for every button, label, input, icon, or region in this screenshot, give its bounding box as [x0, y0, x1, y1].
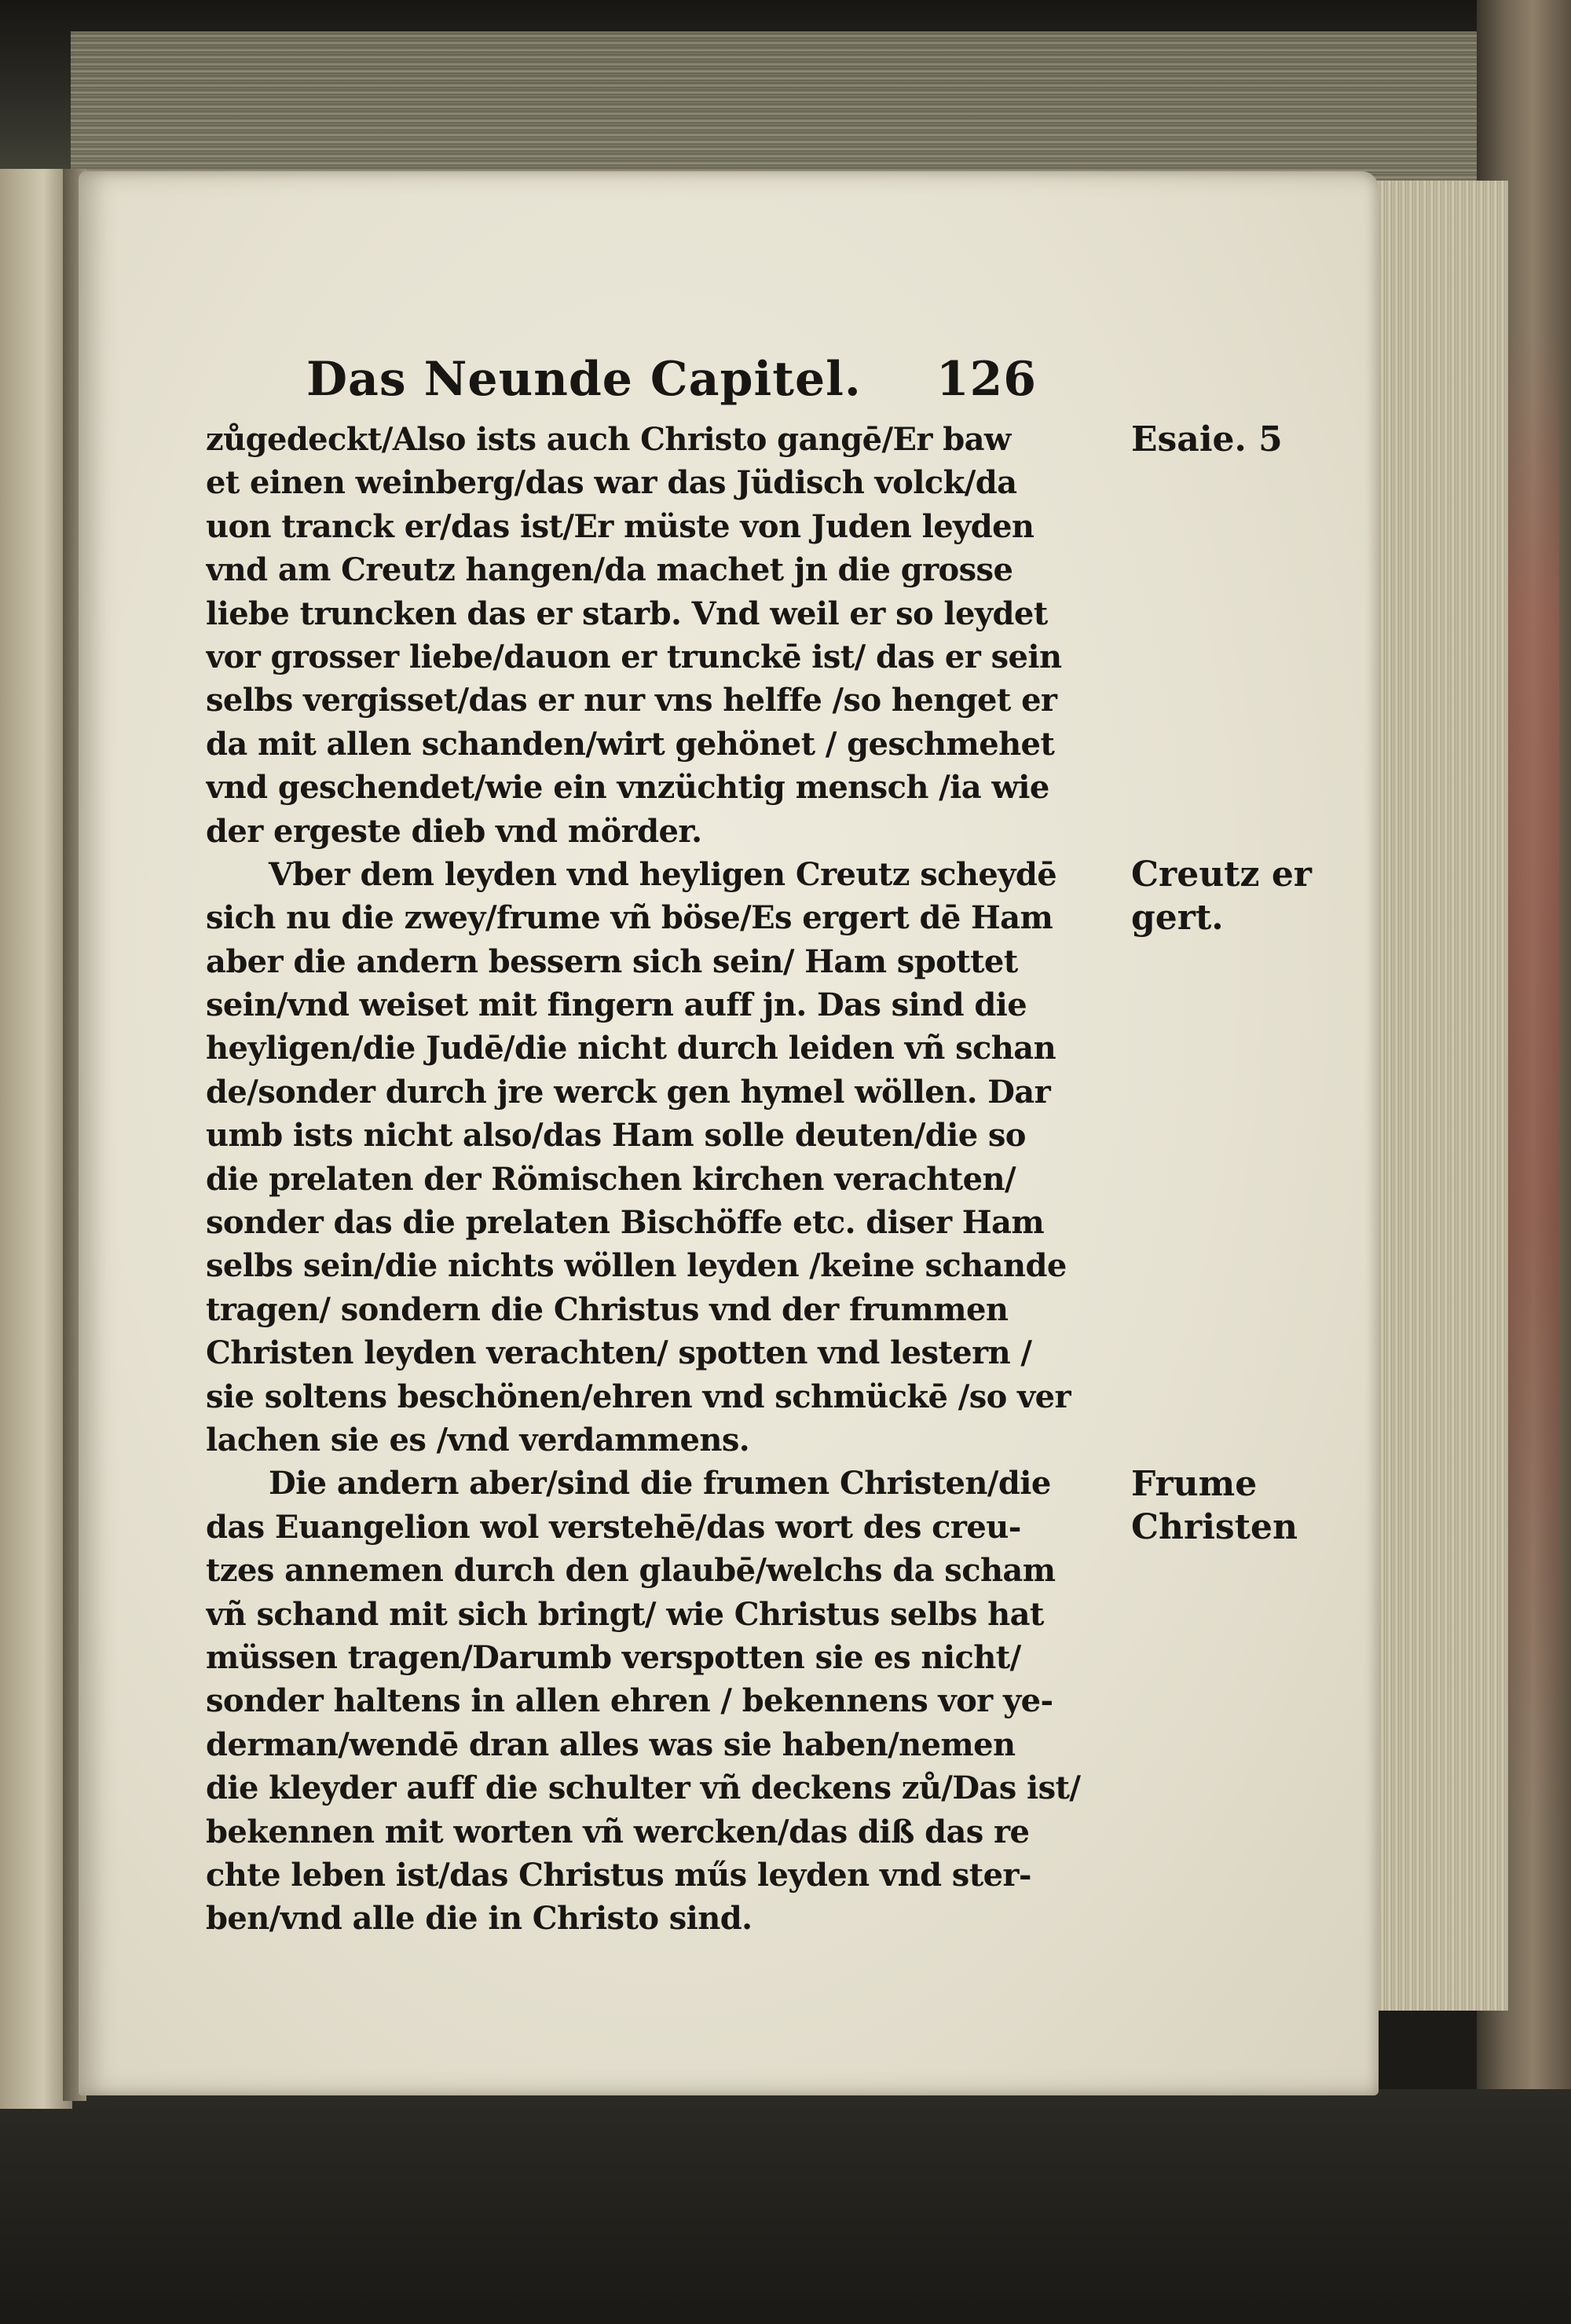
text-line: zůgedeckt/Also ists auch Christo gangē/Er baw — [206, 421, 1011, 458]
text-line: aber die andern bessern sich sein/ Ham spottet — [206, 942, 1018, 980]
text-line: selbs sein/die nichts wöllen leyden /keine schande — [206, 1247, 1067, 1285]
text-line: heyligen/die Judē/die nicht durch leiden vñ schan — [206, 1030, 1056, 1067]
text-line: bekennen mit worten vñ wercken/das diß das re — [206, 1813, 1030, 1850]
text-line: de/sonder durch jre werck gen hymel wöllen. Dar — [206, 1073, 1051, 1111]
text-line: Christen leyden verachten/ spotten vnd lestern / — [206, 1334, 1032, 1372]
text-line: vñ schand mit sich bringt/ wie Christus selbs hat — [206, 1595, 1044, 1633]
folio-number: 126 — [936, 352, 1038, 407]
text-line: die kleyder auff die schulter vñ deckens zů/Das ist/ — [206, 1770, 1081, 1807]
text-line: derman/wendē dran alles was sie haben/nemen — [206, 1726, 1016, 1763]
marginal-note: gert. — [1131, 898, 1224, 939]
text-line: ben/vnd alle die in Christo sind. — [206, 1900, 753, 1938]
text-line: umb ists nicht also/das Ham solle deuten/die so — [206, 1117, 1026, 1155]
marginal-note: Creutz er — [1131, 855, 1312, 895]
text-line: sonder das die prelaten Bischöffe etc. diser Ham — [206, 1204, 1045, 1242]
text-line: Die andern aber/sind die frumen Christen/die — [269, 1465, 1051, 1502]
text-line: uon tranck er/das ist/Er müste von Juden leyden — [206, 507, 1035, 545]
marginal-note: Christen — [1131, 1507, 1298, 1547]
text-line: tzes annemen durch den glaubē/welchs da scham — [206, 1552, 1056, 1590]
text-line: vnd am Creutz hangen/da machet jn die grosse — [206, 551, 1013, 589]
text-line: Vber dem leyden vnd heyligen Creutz scheydē — [269, 855, 1057, 893]
main-text — [206, 418, 1141, 1941]
text-line: sein/vnd weiset mit fingern auff jn. Das sind die — [206, 986, 1027, 1024]
text-line: der ergeste dieb vnd mörder. — [206, 812, 702, 850]
text-line: selbs vergisset/das er nur vns helffe /so henget er — [206, 682, 1057, 719]
marginal-note: Frume — [1131, 1463, 1258, 1504]
marginal-note: Esaie. 5 — [1131, 419, 1283, 459]
text-line: vnd geschendet/wie ein vnzüchtig mensch /ia wie — [206, 769, 1049, 807]
running-header — [306, 352, 1037, 407]
text-line: das Euangelion wol verstehē/das wort des creu- — [206, 1508, 1021, 1546]
text-line: sie soltens beschönen/ehren vnd schmückē /so ver — [206, 1378, 1071, 1415]
chapter-title: Das Neunde Capitel. — [306, 352, 862, 407]
left-page-sliver — [0, 169, 72, 2109]
text-line: tragen/ sondern die Christus vnd der frummen — [206, 1290, 1009, 1328]
text-line: müssen tragen/Darumb verspotten sie es nicht/ — [206, 1638, 1021, 1676]
text-line: lachen sie es /vnd verdammens. — [206, 1421, 750, 1458]
text-line: sich nu die zwey/frume vñ böse/Es ergert dē Ham — [206, 899, 1053, 937]
text-line: liebe truncken das er starb. Vnd weil er so leydet — [206, 595, 1048, 632]
text-line: da mit allen schanden/wirt gehönet / geschmehet — [206, 725, 1055, 763]
text-line: sonder haltens in allen ehren / bekennens vor ye- — [206, 1682, 1053, 1720]
page-edges-right — [1371, 181, 1508, 2011]
page-edges-top — [71, 31, 1492, 188]
book-bottom-edge — [0, 2089, 1571, 2324]
text-line: chte leben ist/das Christus műs leyden vnd ster- — [206, 1856, 1031, 1894]
text-line: vor grosser liebe/dauon er trunckē ist/ das er sein — [206, 638, 1062, 675]
text-line: die prelaten der Römischen kirchen verachten/ — [206, 1160, 1016, 1198]
text-line: et einen weinberg/das war das Jüdisch volck/da — [206, 464, 1017, 502]
